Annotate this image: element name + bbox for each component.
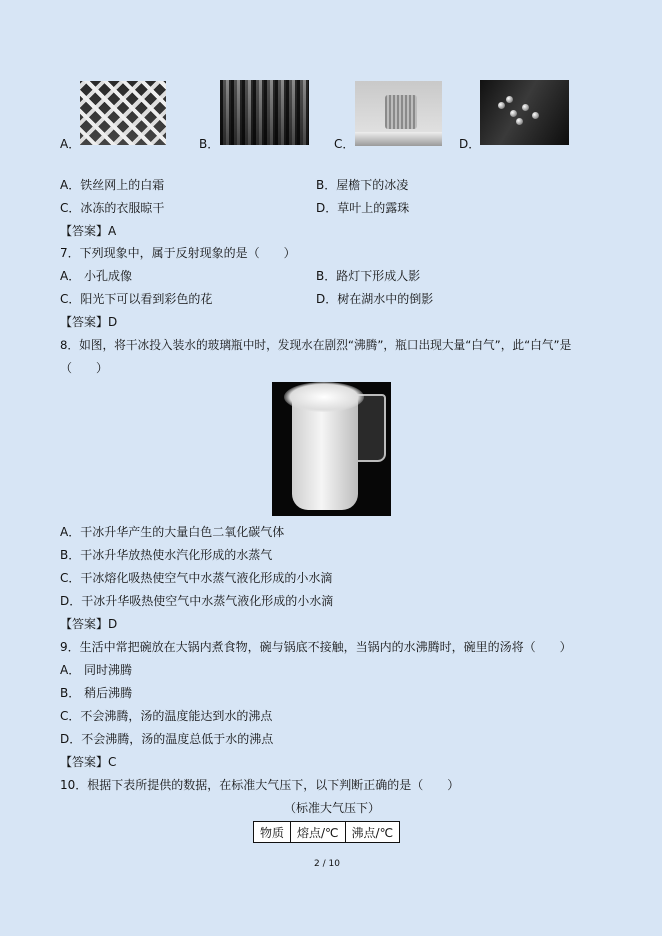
frost-on-wire-mesh-photo [80, 81, 166, 145]
q7-answer: 【答案】D [60, 315, 118, 329]
q7-option-b: B．路灯下形成人影 [316, 269, 421, 283]
q9-answer: 【答案】C [60, 755, 117, 769]
q8-stem-line2: （ ） [60, 361, 109, 375]
q6-image-label-c: C． [334, 137, 355, 151]
table-header-melting-point: 熔点/℃ [291, 822, 346, 843]
q6-option-c: C．冰冻的衣服晾干 [60, 201, 165, 215]
melting-boiling-point-table [253, 821, 400, 843]
q9-option-a: A． 同时沸腾 [60, 663, 133, 677]
dew-on-leaf-photo [480, 80, 569, 145]
q6-image-label-b: B． [199, 137, 220, 151]
dew-drop [532, 112, 539, 119]
dry-ice-glass-photo [272, 382, 391, 516]
q8-option-a: A．干冰升华产生的大量白色二氧化碳气体 [60, 525, 285, 539]
q10-table-caption: （标准大气压下） [284, 801, 381, 815]
q9-option-d: D．不会沸腾，汤的温度总低于水的沸点 [60, 732, 274, 746]
snow-ground [355, 132, 442, 146]
q8-option-c: C．干冰熔化吸热使空气中水蒸气液化形成的小水滴 [60, 571, 333, 585]
q6-image-label-a: A． [60, 137, 81, 151]
dew-drop [516, 118, 523, 125]
q10-stem: 10．根据下表所提供的数据，在标准大气压下，以下判断正确的是（ ） [60, 778, 460, 792]
q7-option-d: D．树在湖水中的倒影 [316, 292, 434, 306]
white-fog [284, 382, 364, 412]
dew-drop [510, 110, 517, 117]
q6-option-a: A．铁丝网上的白霜 [60, 178, 165, 192]
icicles-photo [220, 80, 309, 145]
q6-image-label-d: D． [459, 137, 481, 151]
q9-stem: 9．生活中常把碗放在大锅内煮食物，碗与锅底不接触，当锅内的水沸腾时，碗里的汤将（ ） [60, 640, 572, 654]
page-number: 2 / 10 [314, 859, 340, 869]
q6-option-b: B．屋檐下的冰凌 [316, 178, 409, 192]
q6-option-d: D．草叶上的露珠 [316, 201, 410, 215]
q8-answer: 【答案】D [60, 617, 118, 631]
table-header-substance: 物质 [254, 822, 291, 843]
table-header-boiling-point: 沸点/℃ [345, 822, 400, 843]
q7-stem: 7．下列现象中，属于反射现象的是（ ） [60, 246, 296, 260]
q7-option-a: A． 小孔成像 [60, 269, 133, 283]
dew-drop [522, 104, 529, 111]
clothes-shape [385, 95, 417, 129]
dew-drop [498, 102, 505, 109]
frozen-clothes-photo [355, 81, 442, 146]
q8-option-b: B．干冰升华放热使水汽化形成的水蒸气 [60, 548, 273, 562]
q8-option-d: D．干冰升华吸热使空气中水蒸气液化形成的小水滴 [60, 594, 334, 608]
q9-option-b: B． 稍后沸腾 [60, 686, 133, 700]
dew-drop [506, 96, 513, 103]
q8-stem-line1: 8．如图，将干冰投入装水的玻璃瓶中时，发现水在剧烈“沸腾”，瓶口出现大量“白气”，此“白气”是 [60, 338, 572, 352]
table-header-row [254, 822, 400, 843]
q6-answer: 【答案】A [60, 224, 117, 238]
q9-option-c: C．不会沸腾，汤的温度能达到水的沸点 [60, 709, 273, 723]
q7-option-c: C．阳光下可以看到彩色的花 [60, 292, 213, 306]
